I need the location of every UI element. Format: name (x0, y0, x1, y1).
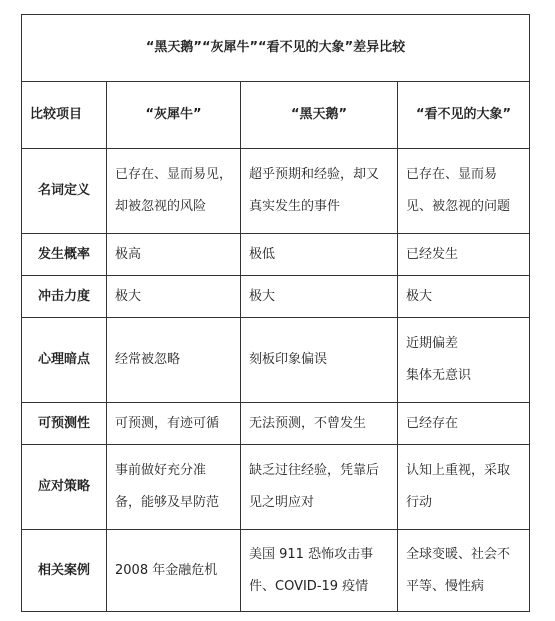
cell-text: 极大 (115, 288, 142, 304)
header-row (22, 82, 530, 149)
table-title: “黑天鹅”“灰犀牛”“看不见的大象”差异比较 (22, 15, 530, 82)
cell-text: 真实发生的事件 (249, 199, 341, 214)
row-label: 发生概率 (22, 234, 107, 276)
table-cell (107, 318, 241, 403)
cell-text: 见之明应对 (249, 495, 315, 510)
row-label: 应对策略 (22, 445, 107, 530)
header-compare-item: 比较项目 (22, 82, 107, 149)
row-label: 心理暗点 (22, 318, 107, 403)
cell-text: 已存在、显而易 (406, 167, 498, 182)
row-label: 名词定义 (22, 149, 107, 234)
table-cell (398, 530, 530, 612)
cell-text: 件、COVID-19 疫情 (249, 578, 369, 594)
table-row (22, 530, 530, 612)
cell-text: 集体无意识 (406, 368, 472, 383)
table-cell (241, 234, 398, 276)
table-cell (398, 403, 530, 445)
cell-text: 可预测，有迹可循 (115, 415, 220, 431)
cell-text: 刻板印象偏误 (249, 352, 328, 367)
header-black-swan: “黑天鹅” (241, 82, 398, 149)
table-cell (107, 276, 241, 318)
cell-text: 全球变暖、社会不 (406, 546, 511, 562)
cell-text: 已存在、显而易见， (115, 167, 233, 182)
table-row (22, 234, 530, 276)
cell-text: 已经存在 (406, 415, 459, 431)
table-cell (241, 149, 398, 234)
cell-text: 见、被忽视的问题 (406, 199, 511, 214)
title-row (22, 15, 530, 82)
row-label: 可预测性 (22, 403, 107, 445)
table-cell (241, 530, 398, 612)
cell-text: 2008 年金融危机 (115, 562, 218, 578)
cell-text: 经常被忽略 (115, 352, 181, 367)
table-cell (107, 234, 241, 276)
cell-text: 极高 (115, 246, 142, 262)
table-row (22, 403, 530, 445)
cell-text: 极大 (406, 288, 433, 304)
table-cell (398, 276, 530, 318)
cell-text: 无法预测，不曾发生 (249, 415, 367, 431)
cell-text: 美国 911 恐怖攻击事 (249, 546, 374, 562)
cell-text: 极低 (249, 246, 276, 262)
table-cell (107, 445, 241, 530)
row-label: 相关案例 (22, 530, 107, 612)
table-cell (107, 530, 241, 612)
cell-text: 事前做好充分准 (115, 463, 207, 478)
cell-text: 极大 (249, 288, 276, 304)
table-row (22, 149, 530, 234)
table-cell (241, 318, 398, 403)
cell-text: 认知上重视，采取 (406, 463, 511, 478)
cell-text: 备，能够及早防范 (115, 495, 220, 510)
table-cell (398, 149, 530, 234)
header-grey-rhino: “灰犀牛” (107, 82, 241, 149)
cell-text: 平等、慢性病 (406, 578, 485, 594)
table-cell (398, 234, 530, 276)
cell-text: 超乎预期和经验，却又 (249, 167, 380, 182)
row-label: 冲击力度 (22, 276, 107, 318)
table-row (22, 318, 530, 403)
table-row (22, 276, 530, 318)
table-cell (398, 318, 530, 403)
table-cell (241, 403, 398, 445)
header-invisible-elephant: “看不见的大象” (398, 82, 530, 149)
cell-text: 行动 (406, 495, 433, 510)
table-cell (241, 276, 398, 318)
table-cell (398, 445, 530, 530)
comparison-table (21, 14, 530, 612)
cell-text: 却被忽视的风险 (115, 199, 207, 214)
table-row (22, 445, 530, 530)
cell-text: 已经发生 (406, 246, 459, 262)
cell-text: 近期偏差 (406, 336, 459, 351)
table-cell (107, 403, 241, 445)
table-cell (241, 445, 398, 530)
cell-text: 缺乏过往经验，凭靠后 (249, 463, 380, 478)
table-cell (107, 149, 241, 234)
